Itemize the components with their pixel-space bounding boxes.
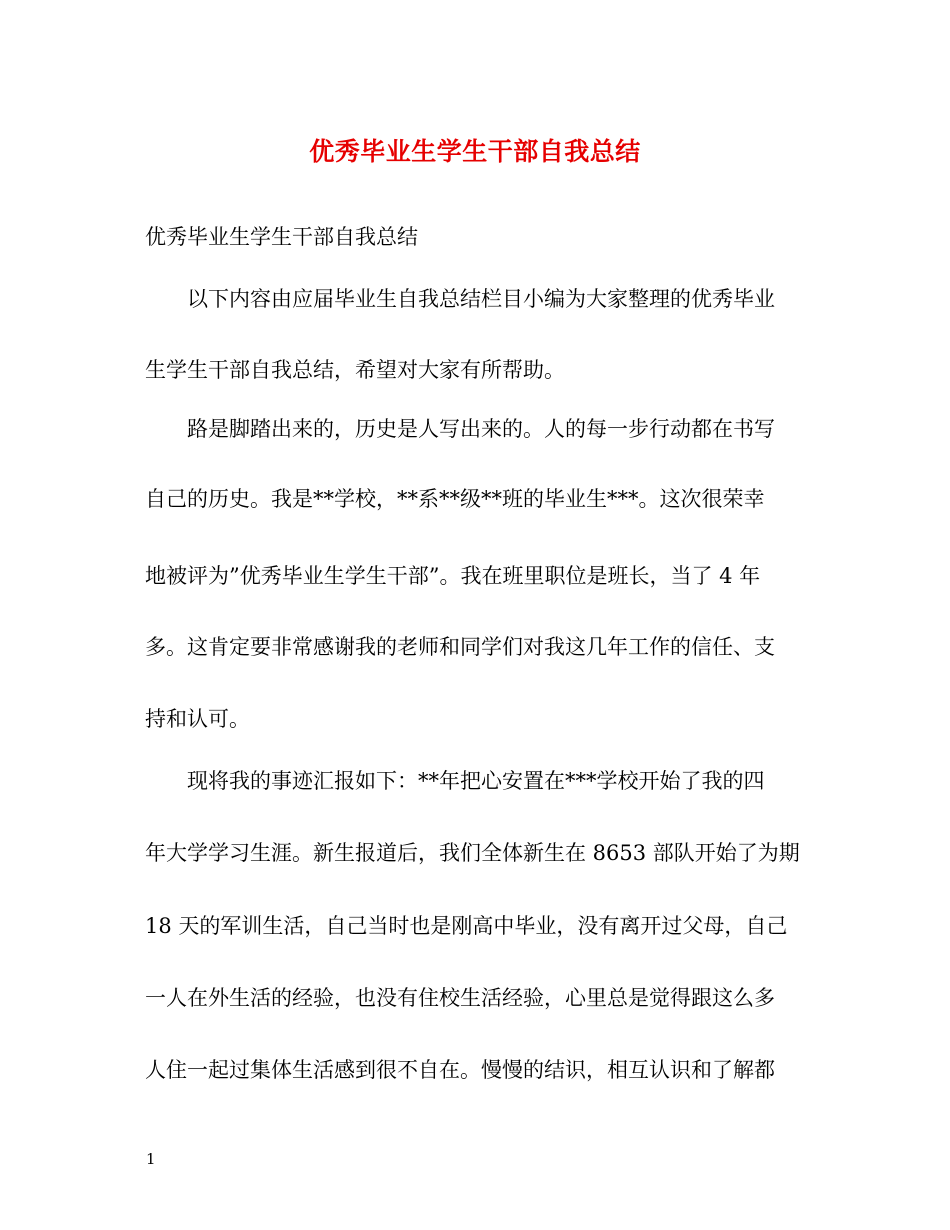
document-title: 优秀毕业生学生干部自我总结 <box>309 137 641 166</box>
paragraph-line: 地被评为”优秀毕业生学生干部”。我在班里职位是班长，当了 4 年 <box>145 564 761 588</box>
paragraph-line: 人住一起过集体生活感到很不自在。慢慢的结识，相互认识和了解都 <box>145 1058 775 1082</box>
paragraph-line: 生学生干部自我总结，希望对大家有所帮助。 <box>145 358 565 382</box>
paragraph-line: 自己的历史。我是**学校，**系**级**班的毕业生***。这次很荣幸 <box>145 487 765 511</box>
paragraph-line: 以下内容由应届毕业生自我总结栏目小编为大家整理的优秀毕业 <box>187 287 775 311</box>
paragraph-line: 年大学学习生涯。新生报道后，我们全体新生在 8653 部队开始了为期 <box>145 841 800 865</box>
paragraph-line: 持和认可。 <box>145 707 250 731</box>
paragraph-line: 多。这肯定要非常感谢我的老师和同学们对我这几年工作的信任、支 <box>145 635 775 659</box>
paragraph-line: 现将我的事迹汇报如下：**年把心安置在***学校开始了我的四 <box>187 769 765 793</box>
paragraph-line: 18 天的军训生活，自己当时也是刚高中毕业，没有离开过父母，自己 <box>145 914 788 938</box>
paragraph-line: 一人在外生活的经验，也没有住校生活经验，心里总是觉得跟这么多 <box>145 986 775 1010</box>
page-number: 1 <box>146 1150 156 1168</box>
document-subtitle: 优秀毕业生学生干部自我总结 <box>145 225 418 249</box>
paragraph-line: 路是脚踏出来的，历史是人写出来的。人的每一步行动都在书写 <box>187 417 775 441</box>
